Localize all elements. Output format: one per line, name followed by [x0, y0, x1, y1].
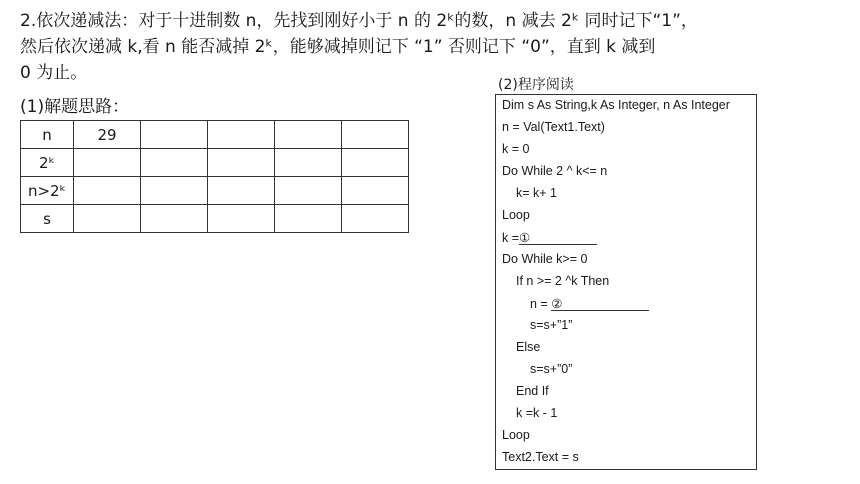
table-row [21, 121, 409, 149]
code-line: Do While 2 ^ k<= n [502, 164, 608, 178]
row-head-2k: 2ᵏ [21, 149, 74, 177]
code-line: End If [516, 384, 549, 398]
row-head-n-gt-2k: n>2ᵏ [21, 177, 74, 205]
code-line: Dim s As String,k As Integer, n As Integer [502, 98, 730, 112]
row-head-s: s [21, 205, 74, 233]
code-text: n = [530, 297, 548, 311]
blank-1-marker: ① [519, 231, 531, 245]
table-cell [342, 121, 409, 149]
table-cell: 29 [74, 121, 141, 149]
table-cell [74, 205, 141, 233]
table-cell [275, 205, 342, 233]
row-head-n: n [21, 121, 74, 149]
code-text: k = [502, 231, 520, 245]
table-cell [208, 205, 275, 233]
code-line: n = Val(Text1.Text) [502, 120, 605, 134]
table-row [21, 177, 409, 205]
table-cell [208, 121, 275, 149]
code-box [495, 94, 757, 470]
intro-line-3: 0 为止。 [20, 63, 88, 83]
table-row [21, 205, 409, 233]
table-cell [74, 149, 141, 177]
table-cell [275, 177, 342, 205]
code-line: If n >= 2 ^k Then [516, 274, 610, 288]
section-1-title: (1)解题思路： [20, 97, 130, 117]
table-cell [208, 177, 275, 205]
answer-blank-2 [551, 296, 649, 311]
code-line: k= k+ 1 [516, 186, 557, 200]
table-cell [275, 121, 342, 149]
table-cell [342, 205, 409, 233]
code-line-blank-1 [502, 230, 597, 245]
intro-line-2: 然后依次递减 k,看 n 能否减掉 2ᵏ，能够减掉则记下 “1” 否则记下 “0”，直到 k 减到 [20, 37, 656, 57]
table-cell [208, 149, 275, 177]
table-cell [141, 149, 208, 177]
table-cell [141, 205, 208, 233]
code-line: k = 0 [502, 142, 530, 156]
problem-statement [20, 8, 780, 86]
code-line-blank-2 [530, 296, 649, 311]
table-cell [342, 149, 409, 177]
table-cell [275, 149, 342, 177]
code-line: Loop [502, 208, 530, 222]
code-line: Loop [502, 428, 530, 442]
intro-line-1: 2.依次递减法：对于十进制数 n，先找到刚好小于 n 的 2ᵏ的数，n 减去 2ᵏ 同时记下“1”， [20, 11, 698, 31]
code-line: s=s+”1” [530, 318, 573, 332]
code-line: k =k - 1 [516, 406, 558, 420]
code-line: Do While k>= 0 [502, 252, 588, 266]
section-2-title: (2)程序阅读 [498, 77, 574, 93]
table-cell [342, 177, 409, 205]
table-cell [141, 177, 208, 205]
table-cell [141, 121, 208, 149]
code-line: Text2.Text = s [502, 450, 579, 464]
table-row [21, 149, 409, 177]
code-line: s=s+”0” [530, 362, 573, 376]
solution-table [20, 120, 409, 233]
code-line: Else [516, 340, 541, 354]
table-cell [74, 177, 141, 205]
answer-blank-1 [519, 230, 597, 245]
blank-2-marker: ② [551, 297, 563, 311]
